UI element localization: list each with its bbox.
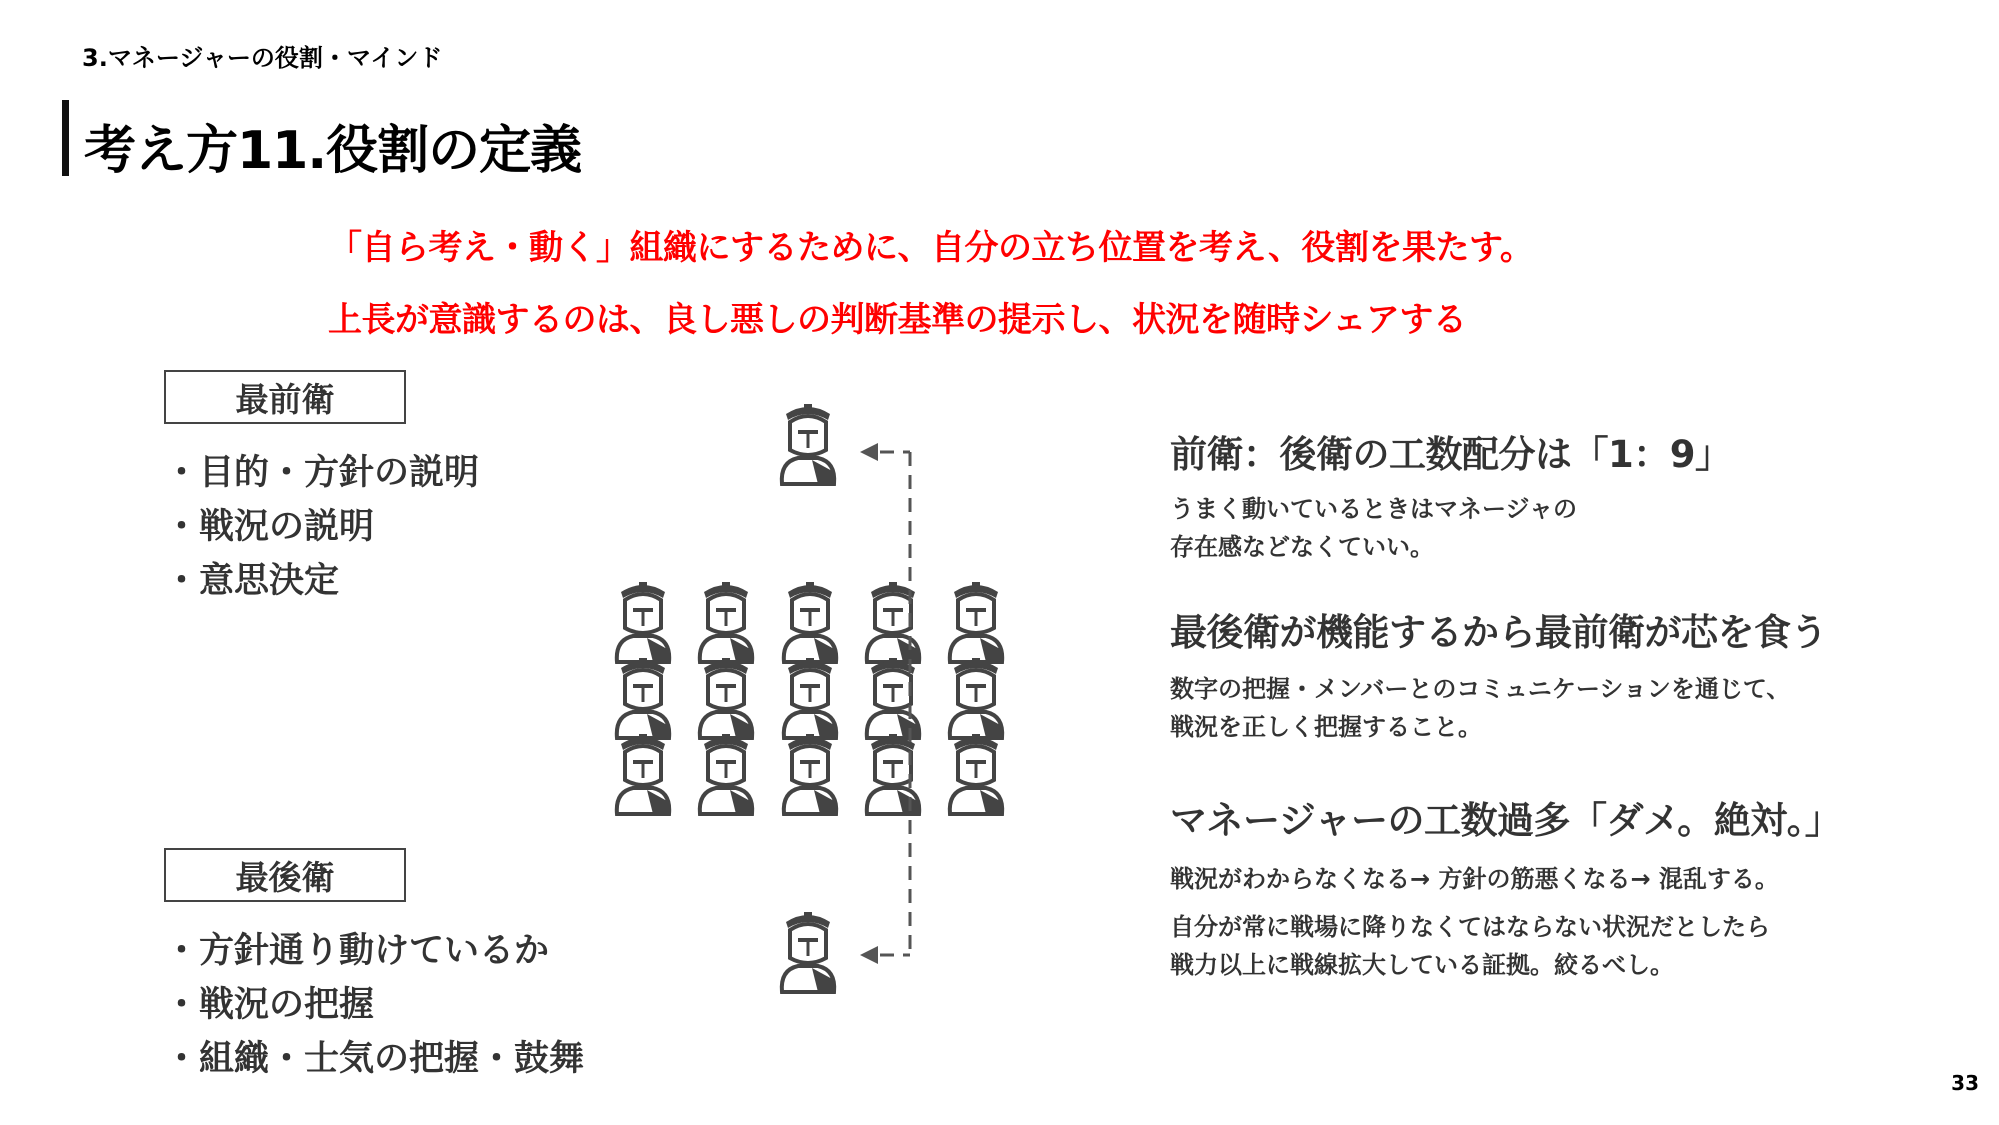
soldier-icon (784, 658, 836, 738)
lead-line-1: 「自ら考え・動く」組織にするために、自分の立ち位置を考え、役割を果たす。 (328, 228, 1534, 268)
point-3-heading: マネージャーの工数過多「ダメ。絶対。」 (1170, 799, 1842, 842)
soldier-icon (617, 582, 669, 662)
point-1-heading: 前衛：後衛の工数配分は「1：9」 (1170, 433, 1732, 476)
soldier-icon (617, 734, 669, 814)
section-label: 3.マネージャーの役割・マインド (82, 44, 443, 72)
soldier-icon (700, 658, 752, 738)
soldier-icon (950, 734, 1002, 814)
point-3-body: 戦況がわからなくなる→ 方針の筋悪くなる→ 混乱する。 自分が常に戦場に降りなくてはならない状況だとしたら 戦力以上に戦線拡大している証拠。絞るべし。 (1170, 865, 1779, 979)
soldier-icon (784, 734, 836, 814)
soldier-icon (950, 582, 1002, 662)
list-item: ・意思決定 (164, 561, 340, 601)
list-item: ・目的・方針の説明 (164, 453, 480, 493)
page-title: 考え方11.役割の定義 (84, 121, 582, 181)
page-number: 33 (1951, 1071, 1979, 1095)
list-item: ・組織・士気の把握・鼓舞 (164, 1039, 585, 1079)
front-leader-icon (782, 404, 834, 484)
arrow-left-icon (860, 946, 878, 964)
list-item: ・方針通り動けているか (164, 931, 550, 971)
troops-group (617, 582, 1002, 814)
soldier-icon (617, 658, 669, 738)
soldier-icon (784, 582, 836, 662)
rear-label-box: 最後衛 (164, 848, 406, 902)
arrow-left-icon (860, 443, 878, 461)
lead-line-2: 上長が意識するのは、良し悪しの判断基準の提示し、状況を随時シェアする (328, 300, 1467, 340)
rear-leader-icon (782, 912, 834, 992)
list-item: ・戦況の把握 (164, 985, 375, 1025)
list-item: ・戦況の説明 (164, 507, 375, 547)
point-1-body: うまく動いているときはマネージャの 存在感などなくていい。 (1170, 495, 1578, 561)
point-2-body: 数字の把握・メンバーとのコミュニケーションを通じて、 戦況を正しく把握すること。 (1170, 675, 1791, 741)
soldier-icon (700, 582, 752, 662)
soldier-icon (700, 734, 752, 814)
soldier-icon (950, 658, 1002, 738)
point-2-heading: 最後衛が機能するから最前衛が芯を食う (1170, 611, 1827, 654)
front-label-box: 最前衛 (164, 370, 406, 424)
